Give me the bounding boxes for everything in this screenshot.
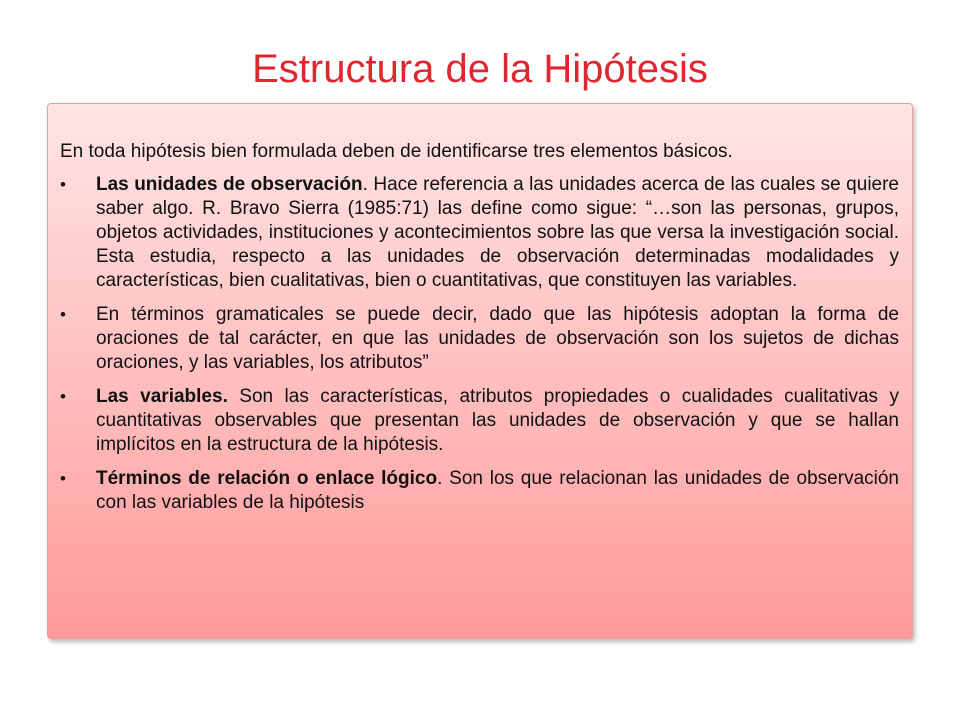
list-item-unidades — [60, 173, 899, 293]
item-text: Son las características, atributos propiedades o cualidades cualitativas y cuantitativas observables que presentan las unidades de observación y que se hallan implícitos en la estructura de la hipótesis. — [96, 386, 899, 455]
list-item-terminos-relacion — [60, 467, 899, 515]
list-item-terminos-gramaticales — [60, 303, 899, 375]
bullet-list — [60, 173, 899, 515]
bullet-icon: • — [60, 175, 66, 194]
bullet-icon: • — [60, 305, 66, 324]
item-lead: Las variables. — [96, 386, 228, 407]
item-text: . Hace referencia a las unidades acerca de las cuales se quiere saber algo. R. Bravo Sierra (1985:71) las define como sigue: “…son las personas, grupos, objetos actividades, instituciones y acontecimientos sobre las que versa la investigación social. Esta estudia, respecto a las unidades de observación determinadas modalidades y características, bien cualitativas, bien o cuantitativas, que constituyen las variables. — [96, 174, 899, 291]
item-lead: Las unidades de observación — [96, 174, 363, 195]
intro-paragraph: En toda hipótesis bien formulada deben de identificarse tres elementos básicos. — [60, 141, 733, 162]
slide-title: Estructura de la Hipótesis — [252, 47, 708, 91]
bullet-icon: • — [60, 387, 66, 406]
list-item-variables — [60, 385, 899, 457]
item-text: . Son los que relacionan las unidades de observación con las variables de la hipótesis — [96, 468, 899, 513]
content-box — [47, 103, 913, 639]
item-lead: Términos de relación o enlace lógico — [96, 468, 438, 489]
bullet-icon: • — [60, 469, 66, 488]
item-text: En términos gramaticales se puede decir, dado que las hipótesis adoptan la forma de oraciones de tal carácter, en que las unidades de observación son los sujetos de dichas oraciones, y las variables, los atributos” — [96, 304, 899, 373]
